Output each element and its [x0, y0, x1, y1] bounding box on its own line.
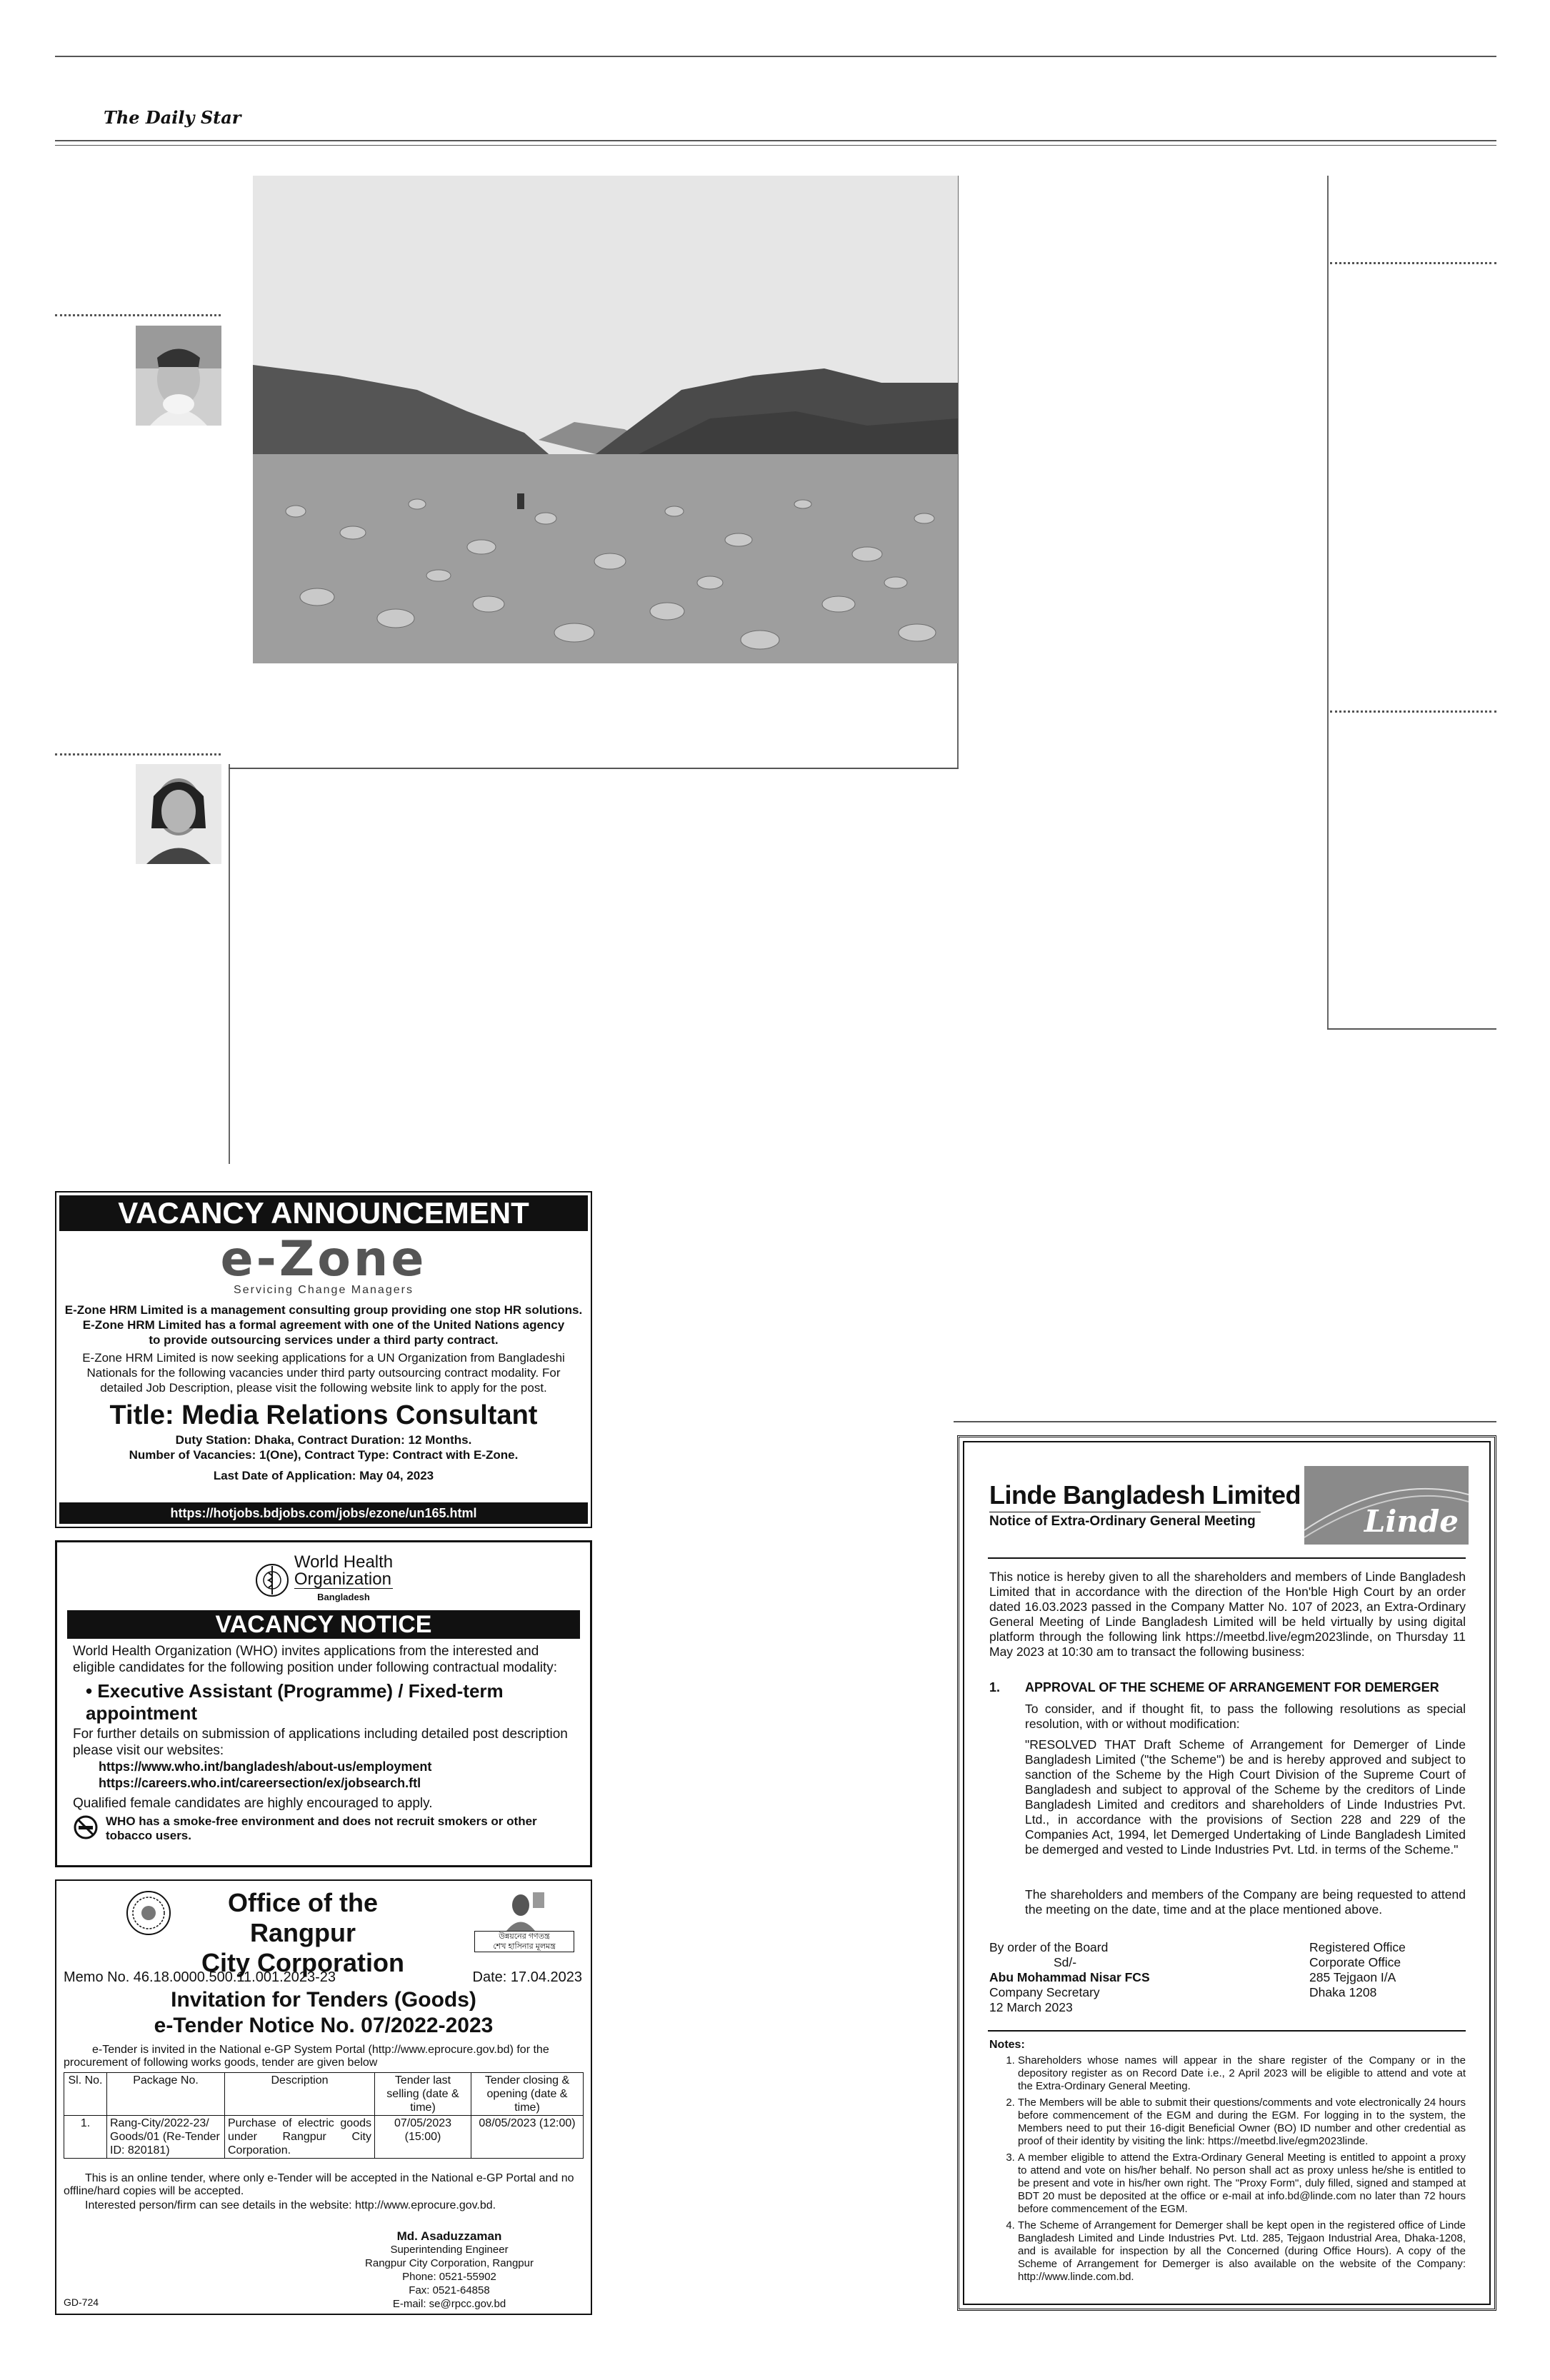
linde-rule: [988, 2030, 1466, 2032]
rangpur-title: [178, 1888, 428, 1978]
note-item: 4. The Scheme of Arrangement for Demerger shall be kept open in the registered office of Linde Bangladesh Limited and Linde Industries Pvt. Ltd. 285, Tejgaon Industrial Area, Dhaka-1208, and is available for inspection by all the Concerned (during Office Hours). A copy of the Scheme of Arrangement for Demerger is also available on the website of the Company: http://www.linde.com.bd.: [1018, 2219, 1466, 2284]
column-separator: [55, 314, 221, 316]
attendance-request: The shareholders and members of the Company are being requested to attend the meeting on the date, time and at the place mentioned above.: [1025, 1887, 1466, 1917]
agenda-title: APPROVAL OF THE SCHEME OF ARRANGEMENT FOR DEMERGER: [1025, 1680, 1439, 1694]
signatory-line: Fax: 0521-64858: [409, 2284, 490, 2296]
city-corporation-seal-icon: [125, 1889, 172, 1937]
tender-notice-number: e-Tender Notice No. 07/2022-2023: [154, 2014, 494, 2037]
table-header-row: [64, 2073, 584, 2116]
who-position-title: Executive Assistant (Programme) / Fixed-term appointment: [86, 1680, 504, 1724]
linde-company-name: Linde Bangladesh Limited: [989, 1480, 1301, 1510]
linde-logo-text: Linde: [1364, 1504, 1459, 1539]
table-cell: Rang-City/2022-23/ Goods/01 (Re-Tender ID: 820181): [107, 2116, 225, 2159]
signatory-email: E-mail: se@rpcc.gov.bd: [392, 2298, 506, 2310]
gd-number: GD-724: [64, 2296, 99, 2308]
rangpur-tender-ad: [55, 1879, 592, 2315]
portrait-icon: [503, 1888, 546, 1931]
office-address: [1309, 1940, 1406, 2000]
ezone-tagline: Servicing Change Managers: [234, 1284, 414, 1296]
slogan-box: [474, 1888, 574, 1959]
tender-intro: e-Tender is invited in the National e-GP System Portal (http://www.eprocure.gov.bd) for the procurement of following works goods, tender are given below: [64, 2044, 549, 2069]
signature-block: [335, 2229, 564, 2311]
note-item: 3. A member eligible to attend the Extra-Ordinary General Meeting is entitled to appoint a proxy to attend and vote on his/her behalf. No person shall act as proxy unless he/she is entitled to be present and vote in his/her own right. The "Proxy Form", duly filled, signed and stamped at BDT 20 must be deposited at the office or e-mail at info.bd@linde.com no later than 72 hours before commencement of the EGM.: [1018, 2151, 1466, 2216]
masthead-rule-2: [55, 145, 1496, 146]
who-org-name: World Health: [294, 1552, 394, 1572]
who-org-name: Organization: [294, 1571, 393, 1589]
job-title: Title: Media Relations Consultant: [109, 1400, 538, 1430]
top-rule: [55, 56, 1496, 57]
masthead: The Daily Star: [104, 107, 241, 128]
column-separator: [1330, 262, 1496, 264]
table-header: Package No.: [107, 2073, 225, 2116]
office-line: Dhaka 1208: [1309, 1985, 1377, 1999]
rangpur-title-line: Office of the Rangpur: [227, 1888, 378, 1947]
tender-table: [64, 2072, 584, 2159]
memo-date: Date: 17.04.2023: [472, 1969, 582, 1985]
resolution-text: "RESOLVED THAT Draft Scheme of Arrangement for Demerger of Linde Bangladesh Limited ("the Scheme") be and is hereby approved and subject to sanction of the Scheme by the High Court Division of the Supreme Court of Bangladesh and subject to approval of the Scheme by the creditors of Linde Bangladesh Limited and creditors and shareholders of Linde Industries Pvt. Ltd., in accordance with the provisions of Section 228 and 229 of the Companies Act, 1994, let Demerged Undertaking of Linde Bangladesh Limited be demerged and vested to Linde Industries Pvt. Ltd. in terms of the Scheme.": [1025, 1737, 1466, 1857]
slogan-line: উন্নয়নের গণতন্ত্র: [499, 1932, 550, 1941]
column-rule: [1327, 176, 1329, 1029]
ezone-header: VACANCY ANNOUNCEMENT: [59, 1195, 588, 1231]
smoke-free-row: [57, 1812, 590, 1846]
who-vacancy-ad: [55, 1540, 592, 1867]
who-details: For further details on submission of applications including detailed post description please visit our websites:: [73, 1727, 568, 1758]
author-photo: [136, 326, 221, 426]
column-rule-h: [229, 768, 959, 769]
who-url[interactable]: https://careers.who.int/careersection/ex/jobsearch.ftl: [99, 1776, 421, 1790]
table-cell: 07/05/2023 (15:00): [375, 2116, 471, 2159]
linde-rule: [988, 1557, 1466, 1559]
note-item: 2. The Members will be able to submit their questions/comments and vote electronically 24 hours before commencement of the EGM and during the EGM. For logging in to the system, the Members need to put their 16-digit Beneficial Owner (BO) ID number and other credential as proof of their identity by visiting the link: https://meetbd.live/egm2023linde.: [1018, 2097, 1466, 2148]
rangpur-title-line: City Corporation: [201, 1948, 404, 1977]
order-line: By order of the Board: [989, 1940, 1109, 1954]
signatory-line: Superintending Engineer: [390, 2244, 509, 2256]
who-female-note: Qualified female candidates are highly encouraged to apply.: [73, 1796, 433, 1811]
column-rule: [229, 764, 230, 1164]
order-line: Company Secretary: [989, 1985, 1100, 1999]
board-order: [989, 1940, 1150, 2015]
note-item: 1. Shareholders whose names will appear in the share register of the Company or in the depository register as on Record Date i.e., 2 April 2023 will be eligible to attend and vote at the Extra-Ordinary General Meeting.: [1018, 2054, 1466, 2093]
table-header: Tender closing & opening (date & time): [471, 2073, 584, 2116]
column-rule-h: [1327, 1028, 1496, 1030]
who-smoke-note: WHO has a smoke-free environment and does not recruit smokers or other tobacco users.: [106, 1814, 537, 1842]
column-separator: [1330, 711, 1496, 713]
ezone-intro: E-Zone HRM Limited has a formal agreement with one of the United Nations agency to provide outsourcing services under a third party contract.: [82, 1318, 565, 1347]
slogan-line: শেখ হাসিনার মূলমন্ত্র: [493, 1942, 556, 1951]
linde-egm-notice: [957, 1435, 1496, 2311]
who-emblem-icon: [254, 1562, 290, 1598]
ezone-intro: E-Zone HRM Limited is a management consulting group providing one stop HR solutions.: [64, 1303, 583, 1317]
office-line: Corporate Office: [1309, 1955, 1401, 1969]
column-rule-h: [954, 1421, 1496, 1422]
who-position: • Executive Assistant (Programme) / Fixed-term appointment: [86, 1680, 504, 1724]
notes-title: Notes:: [989, 2039, 1025, 2051]
landscape-photo: [253, 176, 958, 663]
notes-list: [1002, 2054, 1466, 2287]
who-logo-block: [57, 1554, 590, 1606]
table-row: [64, 2116, 584, 2159]
secretary-name: Abu Mohammad Nisar FCS: [989, 1970, 1150, 1984]
agenda-consider: To consider, and if thought fit, to pass the following resolutions as special resolution, with or without modification:: [1025, 1702, 1466, 1731]
who-intro: World Health Organization (WHO) invites applications from the interested and eligible candidates for the following position under following contractual modality:: [73, 1644, 558, 1675]
linde-intro: This notice is hereby given to all the shareholders and members of Linde Bangladesh Limited that in accordance with the direction of the Hon'ble High Court by an order dated 16.03.2023 passed in the Company Matter No. 107 of 2023, an Extra-Ordinary General Meeting of Linde Bangladesh Limited will be held virtually by using digital platform through the following link https://meetbd.live/egm2023linde, on Thursday 11 May 2023 at 10:30 am to transact the following business:: [989, 1570, 1466, 1659]
table-cell: Purchase of electric goods under Rangpur City Corporation.: [225, 2116, 375, 2159]
order-line: Sd/-: [1054, 1955, 1077, 1969]
masthead-rule: [55, 140, 1496, 141]
ezone-vacancy-ad: [55, 1191, 592, 1528]
signatory-name: Md. Asaduzzaman: [396, 2229, 502, 2243]
slogan-text: [474, 1931, 574, 1952]
office-line: Registered Office: [1309, 1940, 1406, 1954]
table-header: Tender last selling (date & time): [375, 2073, 471, 2116]
ezone-logo: e-Zone: [220, 1231, 427, 1287]
linde-logo: [1304, 1466, 1469, 1545]
ezone-link[interactable]: https://hotjobs.bdjobs.com/jobs/ezone/un165.html: [59, 1502, 588, 1524]
memo-number: Memo No. 46.18.0000.500.11.001.2023-23: [64, 1969, 336, 1985]
office-line: 285 Tejgaon I/A: [1309, 1970, 1396, 1984]
signatory-line: Phone: 0521-55902: [402, 2271, 496, 2283]
application-deadline: Last Date of Application: May 04, 2023: [213, 1469, 434, 1482]
invitation-title: Invitation for Tenders (Goods): [171, 1988, 476, 2012]
tender-footnote: This is an online tender, where only e-Tender will be accepted in the National e-GP Portal and no offline/hard copies will be accepted.: [64, 2172, 574, 2197]
table-cell: 1.: [64, 2116, 107, 2159]
table-header: Sl. No.: [64, 2073, 107, 2116]
author-photo: [136, 764, 221, 864]
who-country: Bangladesh: [317, 1592, 370, 1602]
who-url[interactable]: https://www.who.int/bangladesh/about-us/employment: [99, 1759, 432, 1774]
ezone-intro: E-Zone HRM Limited is now seeking applications for a UN Organization from Bangladeshi Nationals for the following vacancies under third party outsourcing contract modality. For detailed Job Description, please visit the following website link to apply for the post.: [82, 1351, 565, 1395]
order-line: 12 March 2023: [989, 2000, 1073, 2014]
vacancy-count: Number of Vacancies: 1(One), Contract Type: Contract with E-Zone.: [129, 1448, 519, 1462]
table-cell: 08/05/2023 (12:00): [471, 2116, 584, 2159]
who-header: VACANCY NOTICE: [67, 1610, 580, 1639]
table-header: Description: [225, 2073, 375, 2116]
agenda-number: 1.: [989, 1680, 1001, 1694]
duty-station: Duty Station: Dhaka, Contract Duration: 12 Months.: [175, 1433, 472, 1447]
column-separator: [55, 753, 221, 755]
linde-notice-subtitle: Notice of Extra-Ordinary General Meeting: [989, 1512, 1261, 1530]
tender-footnote: Interested person/firm can see details in the website: http://www.eprocure.gov.bd.: [85, 2199, 496, 2211]
no-smoking-icon: [73, 1814, 99, 1840]
signatory-line: Rangpur City Corporation, Rangpur: [365, 2257, 534, 2269]
